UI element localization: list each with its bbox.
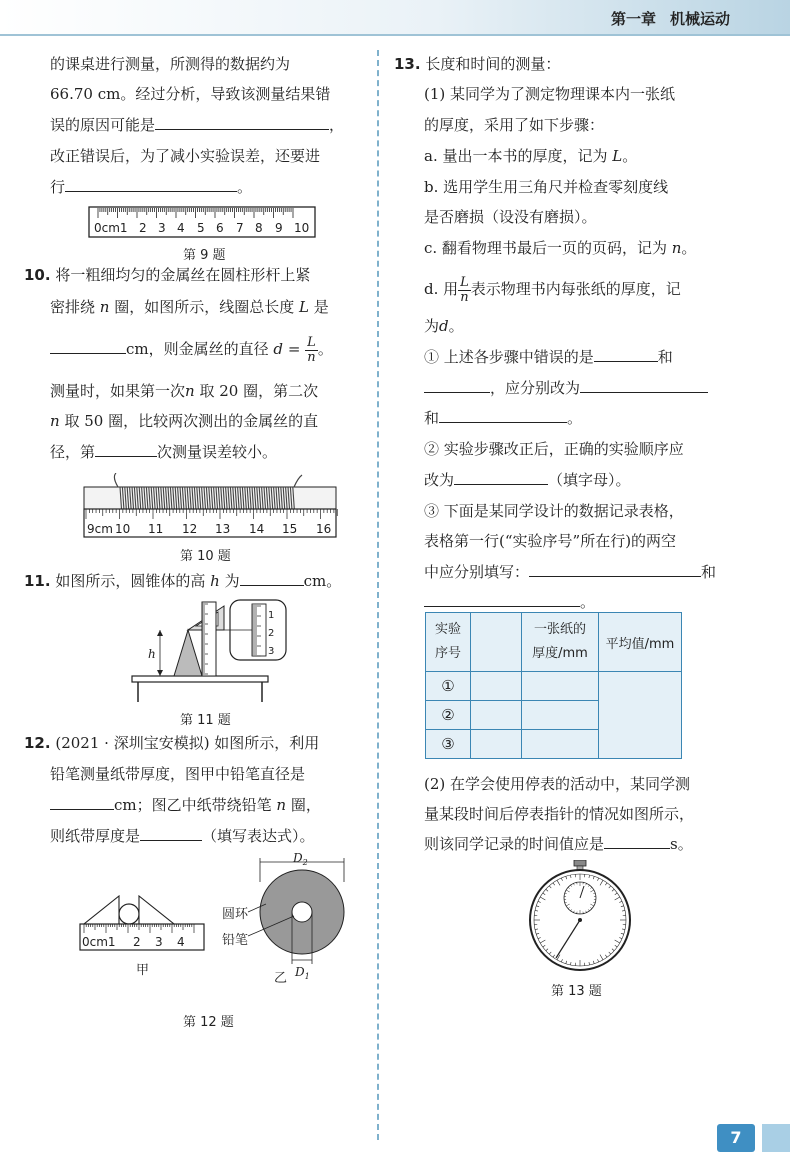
q9-line3-end: ， — [329, 116, 345, 134]
q11-number: 11. — [24, 572, 51, 590]
q12-line3 — [50, 791, 321, 820]
fig9-ruler — [88, 206, 318, 240]
q12-line4-a: 则纸带厚度是 — [50, 827, 141, 845]
q13-q1-line2 — [424, 374, 708, 403]
q13-step-d-b: 表示物理书内每张纸的厚度，记 — [470, 280, 681, 298]
fig12-label-2: 2 — [133, 935, 141, 949]
q13-q3-line3 — [424, 558, 716, 587]
q13-step-a — [424, 142, 637, 171]
q10-line6 — [50, 438, 277, 467]
q11-text-c: cm。 — [303, 572, 342, 590]
table-cell[interactable] — [471, 672, 522, 701]
table-cell[interactable] — [522, 730, 599, 759]
q10-fraction — [305, 336, 318, 365]
q13-step-c — [424, 234, 696, 263]
chapter-title: 机械运动 — [670, 10, 731, 28]
q9-line5-end: 。 — [237, 178, 253, 196]
table-cell[interactable] — [522, 672, 599, 701]
table-cell[interactable] — [471, 730, 522, 759]
fig10-label-9: 9cm — [87, 522, 113, 536]
q13-step-a-text: a. 量出一本书的厚度，记为 — [424, 147, 608, 165]
q13-step-c-var: n — [671, 239, 682, 257]
q10-line2-a: 密排绕 — [50, 298, 96, 316]
table-row — [426, 672, 682, 701]
q13-step-d-a: d. 用 — [424, 280, 459, 298]
fig12-D1 — [294, 965, 310, 981]
fig12-caption: 第 12 题 — [183, 1015, 234, 1030]
fig9-caption: 第 9 题 — [183, 248, 226, 263]
q10-line6-a: 径，第 — [50, 443, 96, 461]
q12-line4-b: （填写表达式）。 — [202, 827, 315, 845]
fig10-label-15: 15 — [282, 522, 298, 536]
q9-line3-text: 误的原因可能是 — [50, 116, 156, 134]
q10-eq: = — [287, 340, 301, 358]
q10-line4-a: 测量时，如果第一次 — [50, 382, 186, 400]
fig12-jia-figure — [76, 878, 208, 978]
q10-answer-blank-2[interactable] — [95, 438, 157, 457]
fig9-label-3: 3 — [158, 221, 166, 235]
q9-answer-blank-2[interactable] — [65, 173, 237, 192]
page-number-tab — [762, 1124, 790, 1152]
q10-line4-n: n — [185, 382, 195, 400]
q13-q1-e: 。 — [567, 409, 583, 427]
fig11-scale-3: 3 — [268, 646, 275, 657]
fig11-caption: 第 11 题 — [180, 713, 231, 728]
q10-line2-c: 是 — [313, 298, 329, 316]
q13-blank-3[interactable] — [580, 374, 708, 393]
q11-line — [24, 567, 341, 596]
fig11-scale-2: 2 — [268, 628, 275, 639]
fig10-label-10: 10 — [115, 522, 131, 536]
q13-q1-b: 和 — [657, 348, 673, 366]
q12-line3-b: cm；图乙中纸带绕铅笔 — [114, 796, 272, 814]
fig11-h-label: h — [148, 647, 156, 661]
q12-line1-text: (2021 · 深圳宝安模拟) 如图所示，利用 — [55, 734, 320, 752]
fig12-D1-letter: D — [295, 965, 305, 979]
fig9-label-9: 9 — [275, 221, 283, 235]
q12-number: 12. — [24, 734, 51, 752]
q13-step-d2 — [424, 312, 464, 341]
fig13-stopwatch — [524, 860, 664, 976]
fig11-cone-figure — [126, 598, 296, 704]
q10-line6-b: 次测量误差较小。 — [157, 443, 278, 461]
q13-q3-d: 和 — [701, 563, 717, 581]
q12-answer-blank-1[interactable] — [50, 791, 114, 810]
q13-blank-7[interactable] — [424, 588, 580, 607]
table-header-row — [426, 613, 682, 672]
table-row-index: ① — [426, 672, 471, 701]
q10-line2 — [50, 293, 329, 322]
fig12-yi-figure — [218, 852, 348, 988]
table-h3b: 厚度/mm — [532, 646, 588, 661]
q11-answer-blank[interactable] — [240, 567, 304, 586]
q13-q1-d: 和 — [424, 409, 440, 427]
q9-line2: 66.70 cm。经过分析，导致该测量结果错 — [50, 85, 331, 103]
table-h1a: 实验 — [434, 622, 461, 637]
fig12-yi-label: 乙 — [274, 971, 288, 986]
q13-title: 长度和时间的测量： — [425, 55, 561, 73]
q13-p2-line3 — [424, 830, 693, 859]
q10-frac-top: L — [307, 334, 316, 350]
q10-line4-b: 取 20 圈，第二次 — [199, 382, 319, 400]
q9-line1: 的课桌进行测量，所测得的数据约为 — [50, 55, 291, 73]
fig9-label-2: 2 — [139, 221, 147, 235]
table-cell[interactable] — [471, 701, 522, 730]
fig9-label-10: 10 — [294, 221, 310, 235]
fig12-label-4: 4 — [177, 935, 185, 949]
q13-blank-5[interactable] — [454, 466, 548, 485]
fig10-coil-ruler — [82, 473, 340, 539]
q11-text-a: 如图所示，圆锥体的高 — [55, 572, 206, 590]
table-h3a: 一张纸的 — [533, 622, 586, 637]
fig10-label-16: 16 — [316, 522, 332, 536]
q10-line5 — [50, 407, 318, 436]
q13-step-a-end: 。 — [622, 147, 638, 165]
q10-line1 — [24, 261, 310, 290]
fig9-label-6: 6 — [216, 221, 224, 235]
q13-number: 13. — [394, 55, 421, 73]
q13-q1-line1 — [424, 343, 673, 372]
fig12-pencil-label: 铅笔 — [222, 933, 249, 948]
fig12-jia-label: 甲 — [136, 963, 150, 978]
q13-blank-4[interactable] — [439, 404, 567, 423]
fig9-label-7: 7 — [236, 221, 244, 235]
q13-blank-6[interactable] — [529, 558, 701, 577]
q13-q2-line2 — [424, 466, 631, 495]
fig10-label-12: 12 — [182, 522, 198, 536]
q13-q3-line2: 表格第一行(“实验序号”所在行)的两空 — [424, 532, 677, 550]
q13-p2-line3-b: s。 — [670, 835, 693, 853]
q9-answer-blank-1[interactable] — [155, 111, 329, 130]
table-header-cell — [522, 613, 599, 672]
left-column — [0, 0, 377, 1163]
q9-line3 — [50, 111, 344, 140]
q9-line5 — [50, 173, 252, 202]
fig10-caption: 第 10 题 — [180, 549, 231, 564]
chapter-label: 第一章 — [611, 10, 657, 28]
table-header-cell — [426, 613, 471, 672]
q12-line1 — [24, 729, 319, 758]
q12-line3-c: 圈， — [290, 796, 321, 814]
q13-q1-c: ，应分别改为 — [490, 379, 581, 397]
q13-p1-line2: 的厚度，采用了如下步骤： — [424, 116, 605, 134]
q10-line4 — [50, 377, 318, 406]
fig11-scale-1: 1 — [268, 610, 275, 621]
table-average-cell[interactable] — [599, 672, 682, 759]
fig10-label-14: 14 — [249, 522, 265, 536]
q13-frac-bot: n — [460, 289, 469, 305]
column-separator — [377, 50, 379, 1140]
q10-line3-end: 。 — [317, 340, 333, 358]
q9-line5-text: 行 — [50, 178, 66, 196]
table-header-blank[interactable] — [471, 613, 522, 672]
q10-frac-bot: n — [307, 349, 316, 365]
q13-record-table — [425, 612, 682, 759]
q13-step-d2-var: d — [439, 317, 449, 335]
table-row-index: ② — [426, 701, 471, 730]
q10-line3 — [50, 335, 333, 365]
table-cell[interactable] — [522, 701, 599, 730]
table-h1b: 序号 — [434, 646, 461, 661]
q13-q3-c: 中应分别填写： — [424, 563, 530, 581]
fig9-label-8: 8 — [255, 221, 263, 235]
q10-line5-n: n — [50, 412, 60, 430]
fig9-label-0: 0cm1 — [94, 221, 128, 235]
q13-blank-8[interactable] — [604, 830, 670, 849]
fig13-caption: 第 13 题 — [551, 984, 602, 999]
q13-q2-line1: ② 实验步骤改正后，正确的实验顺序应 — [424, 440, 684, 458]
q13-blank-2[interactable] — [424, 374, 490, 393]
q10-var-n: n — [99, 298, 110, 316]
q12-line2: 铅笔测量纸带厚度，图甲中铅笔直径是 — [50, 765, 306, 783]
q10-line1-text: 将一粗细均匀的金属丝在圆柱形杆上紧 — [55, 266, 311, 284]
q13-step-b2: 是否磨损（设没有磨损）。 — [424, 208, 597, 226]
q13-q3-e: 。 — [580, 593, 596, 611]
q13-q2-b: 改为 — [424, 471, 455, 489]
q10-var-L: L — [299, 298, 310, 316]
q13-blank-1[interactable] — [594, 343, 658, 362]
q13-title-line — [394, 50, 560, 79]
q13-p2-line1: (2) 在学会使用停表的活动中，某同学测 — [424, 775, 691, 793]
fig10-label-13: 13 — [215, 522, 231, 536]
q11-var-h: h — [210, 572, 220, 590]
q13-q1-line3 — [424, 404, 582, 433]
fig12-ring-label: 圆环 — [222, 907, 249, 922]
q12-answer-blank-2[interactable] — [140, 822, 202, 841]
q13-q1-a: ① 上述各步骤中错误的是 — [424, 348, 594, 366]
q12-var-n: n — [276, 796, 287, 814]
q13-step-c-end: 。 — [681, 239, 697, 257]
q13-q2-c: （填字母）。 — [548, 471, 631, 489]
q11-text-b: 为 — [224, 572, 240, 590]
fig12-D2 — [292, 852, 308, 867]
q10-line5-b: 取 50 圈，比较两次测出的金属丝的直 — [64, 412, 319, 430]
q13-step-d — [424, 275, 681, 305]
fig10-label-11: 11 — [148, 522, 164, 536]
q9-line4: 改正错误后，为了减小实验误差，还要进 — [50, 147, 321, 165]
q13-p2-line3-a: 则该同学记录的时间值应是 — [424, 835, 605, 853]
q13-step-a-var: L — [612, 147, 623, 165]
q12-line4 — [50, 822, 315, 851]
q10-var-d: d — [273, 340, 284, 358]
fig9-label-4: 4 — [177, 221, 185, 235]
q13-p2-line2: 量某段时间后停表指针的情况如图所示， — [424, 805, 695, 823]
fig12-label-3: 3 — [155, 935, 163, 949]
q13-step-d2-end: 。 — [448, 317, 464, 335]
fig12-D2-letter: D — [293, 852, 303, 865]
page-number: 7 — [717, 1124, 755, 1152]
q13-frac-top: L — [460, 274, 469, 290]
fig12-label-0: 0cm1 — [82, 935, 116, 949]
fig12-D1-sub: 1 — [304, 972, 310, 981]
q13-step-b1: b. 选用学生用三角尺并检查零刻度线 — [424, 178, 669, 196]
fig12-D2-sub: 2 — [302, 858, 308, 867]
q10-line2-b: 圈，如图所示，线圈总长度 — [114, 298, 295, 316]
q10-line3-a: cm，则金属丝的直径 — [126, 340, 269, 358]
q13-step-c-text: c. 翻看物理书最后一页的页码，记为 — [424, 239, 667, 257]
q13-step-d2-a: 为 — [424, 317, 440, 335]
q13-p1-line1: (1) 某同学为了测定物理课本内一张纸 — [424, 85, 676, 103]
q13-step-d-fraction — [458, 276, 471, 305]
q10-number: 10. — [24, 266, 51, 284]
table-header-cell: 平均值/mm — [599, 613, 682, 672]
q10-answer-blank-1[interactable] — [50, 335, 126, 354]
fig9-label-5: 5 — [197, 221, 205, 235]
q13-q3-line1: ③ 下面是某同学设计的数据记录表格， — [424, 502, 684, 520]
table-row-index: ③ — [426, 730, 471, 759]
